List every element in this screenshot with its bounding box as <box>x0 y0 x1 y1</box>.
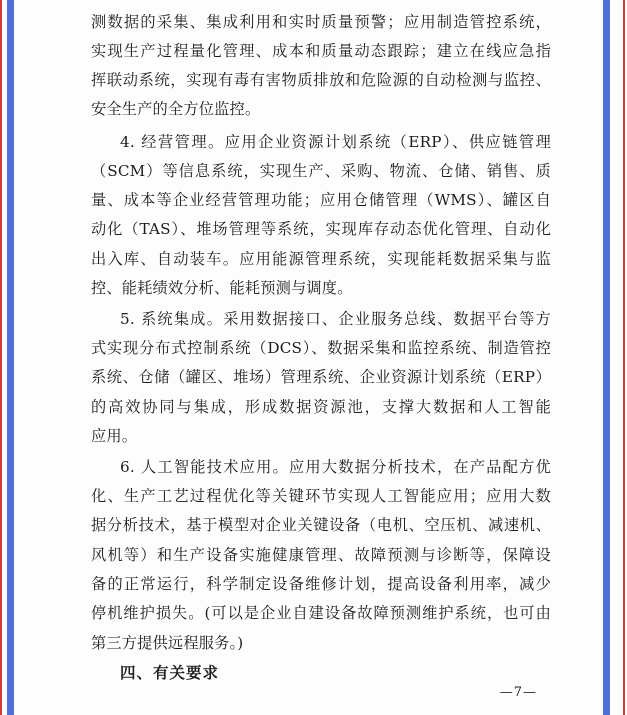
paragraph-6-line-7: 第三方提供远程服务。) <box>91 634 244 652</box>
paragraph-6-line-6: 停机维护损失。(可以是企业自建设备故障预测维护系统，也可由 <box>91 604 551 622</box>
paragraph-3-line-4: 安全生产的全方位监控。 <box>91 100 261 118</box>
paragraph-6-line-3: 据分析技术，基于模型对企业关键设备（电机、空压机、减速机、 <box>91 516 551 534</box>
document-page <box>14 0 603 715</box>
right-border-gap <box>610 0 623 715</box>
paragraph-6-line-2: 化、生产工艺过程优化等关键环节实现人工智能应用；应用大数 <box>91 487 551 505</box>
paragraph-6-line-1: 6. 人工智能技术应用。应用大数据分析技术，在产品配方优 <box>120 458 551 476</box>
paragraph-4-line-3: 量、成本等企业经营管理功能；应用仓储管理（WMS）、罐区自 <box>91 191 551 209</box>
paragraph-5-line-4: 的高效协同与集成，形成数据资源池，支撑大数据和人工智能 <box>91 398 551 416</box>
paragraph-4-line-5: 出入库、自动装车。应用能源管理系统，实现能耗数据采集与监 <box>91 250 551 268</box>
paragraph-6-line-5: 备的正常运行，科学制定设备维修计划，提高设备利用率，减少 <box>91 575 551 593</box>
left-blue-border <box>7 0 14 715</box>
page-number: —7— <box>499 685 537 700</box>
paragraph-5-line-5: 应用。 <box>91 427 138 445</box>
paragraph-5-line-1: 5. 系统集成。采用数据接口、企业服务总线、数据平台等方 <box>120 310 551 328</box>
paragraph-4-line-2: （SCM）等信息系统，实现生产、采购、物流、仓储、销售、质 <box>91 162 551 180</box>
section-heading: 四、有关要求 <box>120 664 220 682</box>
paragraph-6-line-4: 风机等）和生产设备实施健康管理、故障预测与诊断等，保障设 <box>91 546 551 564</box>
paragraph-5-line-3: 系统、仓储（罐区、堆场）管理系统、企业资源计划系统（ERP） <box>91 368 551 386</box>
paragraph-3-line-1: 测数据的采集、集成利用和实时质量预警；应用制造管控系统， <box>91 13 551 31</box>
paragraph-5-line-2: 式实现分布式控制系统（DCS）、数据采集和监控系统、制造管控 <box>91 339 551 357</box>
right-blue-border <box>603 0 610 715</box>
right-red-border <box>623 0 625 715</box>
paragraph-4-line-4: 动化（TAS）、堆场管理等系统，实现库存动态优化管理、自动化 <box>91 220 551 238</box>
paragraph-4-line-6: 控、能耗绩效分析、能耗预测与调度。 <box>91 279 353 297</box>
paragraph-3-line-2: 实现生产过程量化管理、成本和质量动态跟踪；建立在线应急指 <box>91 42 551 60</box>
paragraph-4-line-1: 4. 经营管理。应用企业资源计划系统（ERP）、供应链管理 <box>120 133 551 151</box>
paragraph-3-line-3: 挥联动系统，实现有毒有害物质排放和危险源的自动检测与监控、 <box>91 71 551 89</box>
